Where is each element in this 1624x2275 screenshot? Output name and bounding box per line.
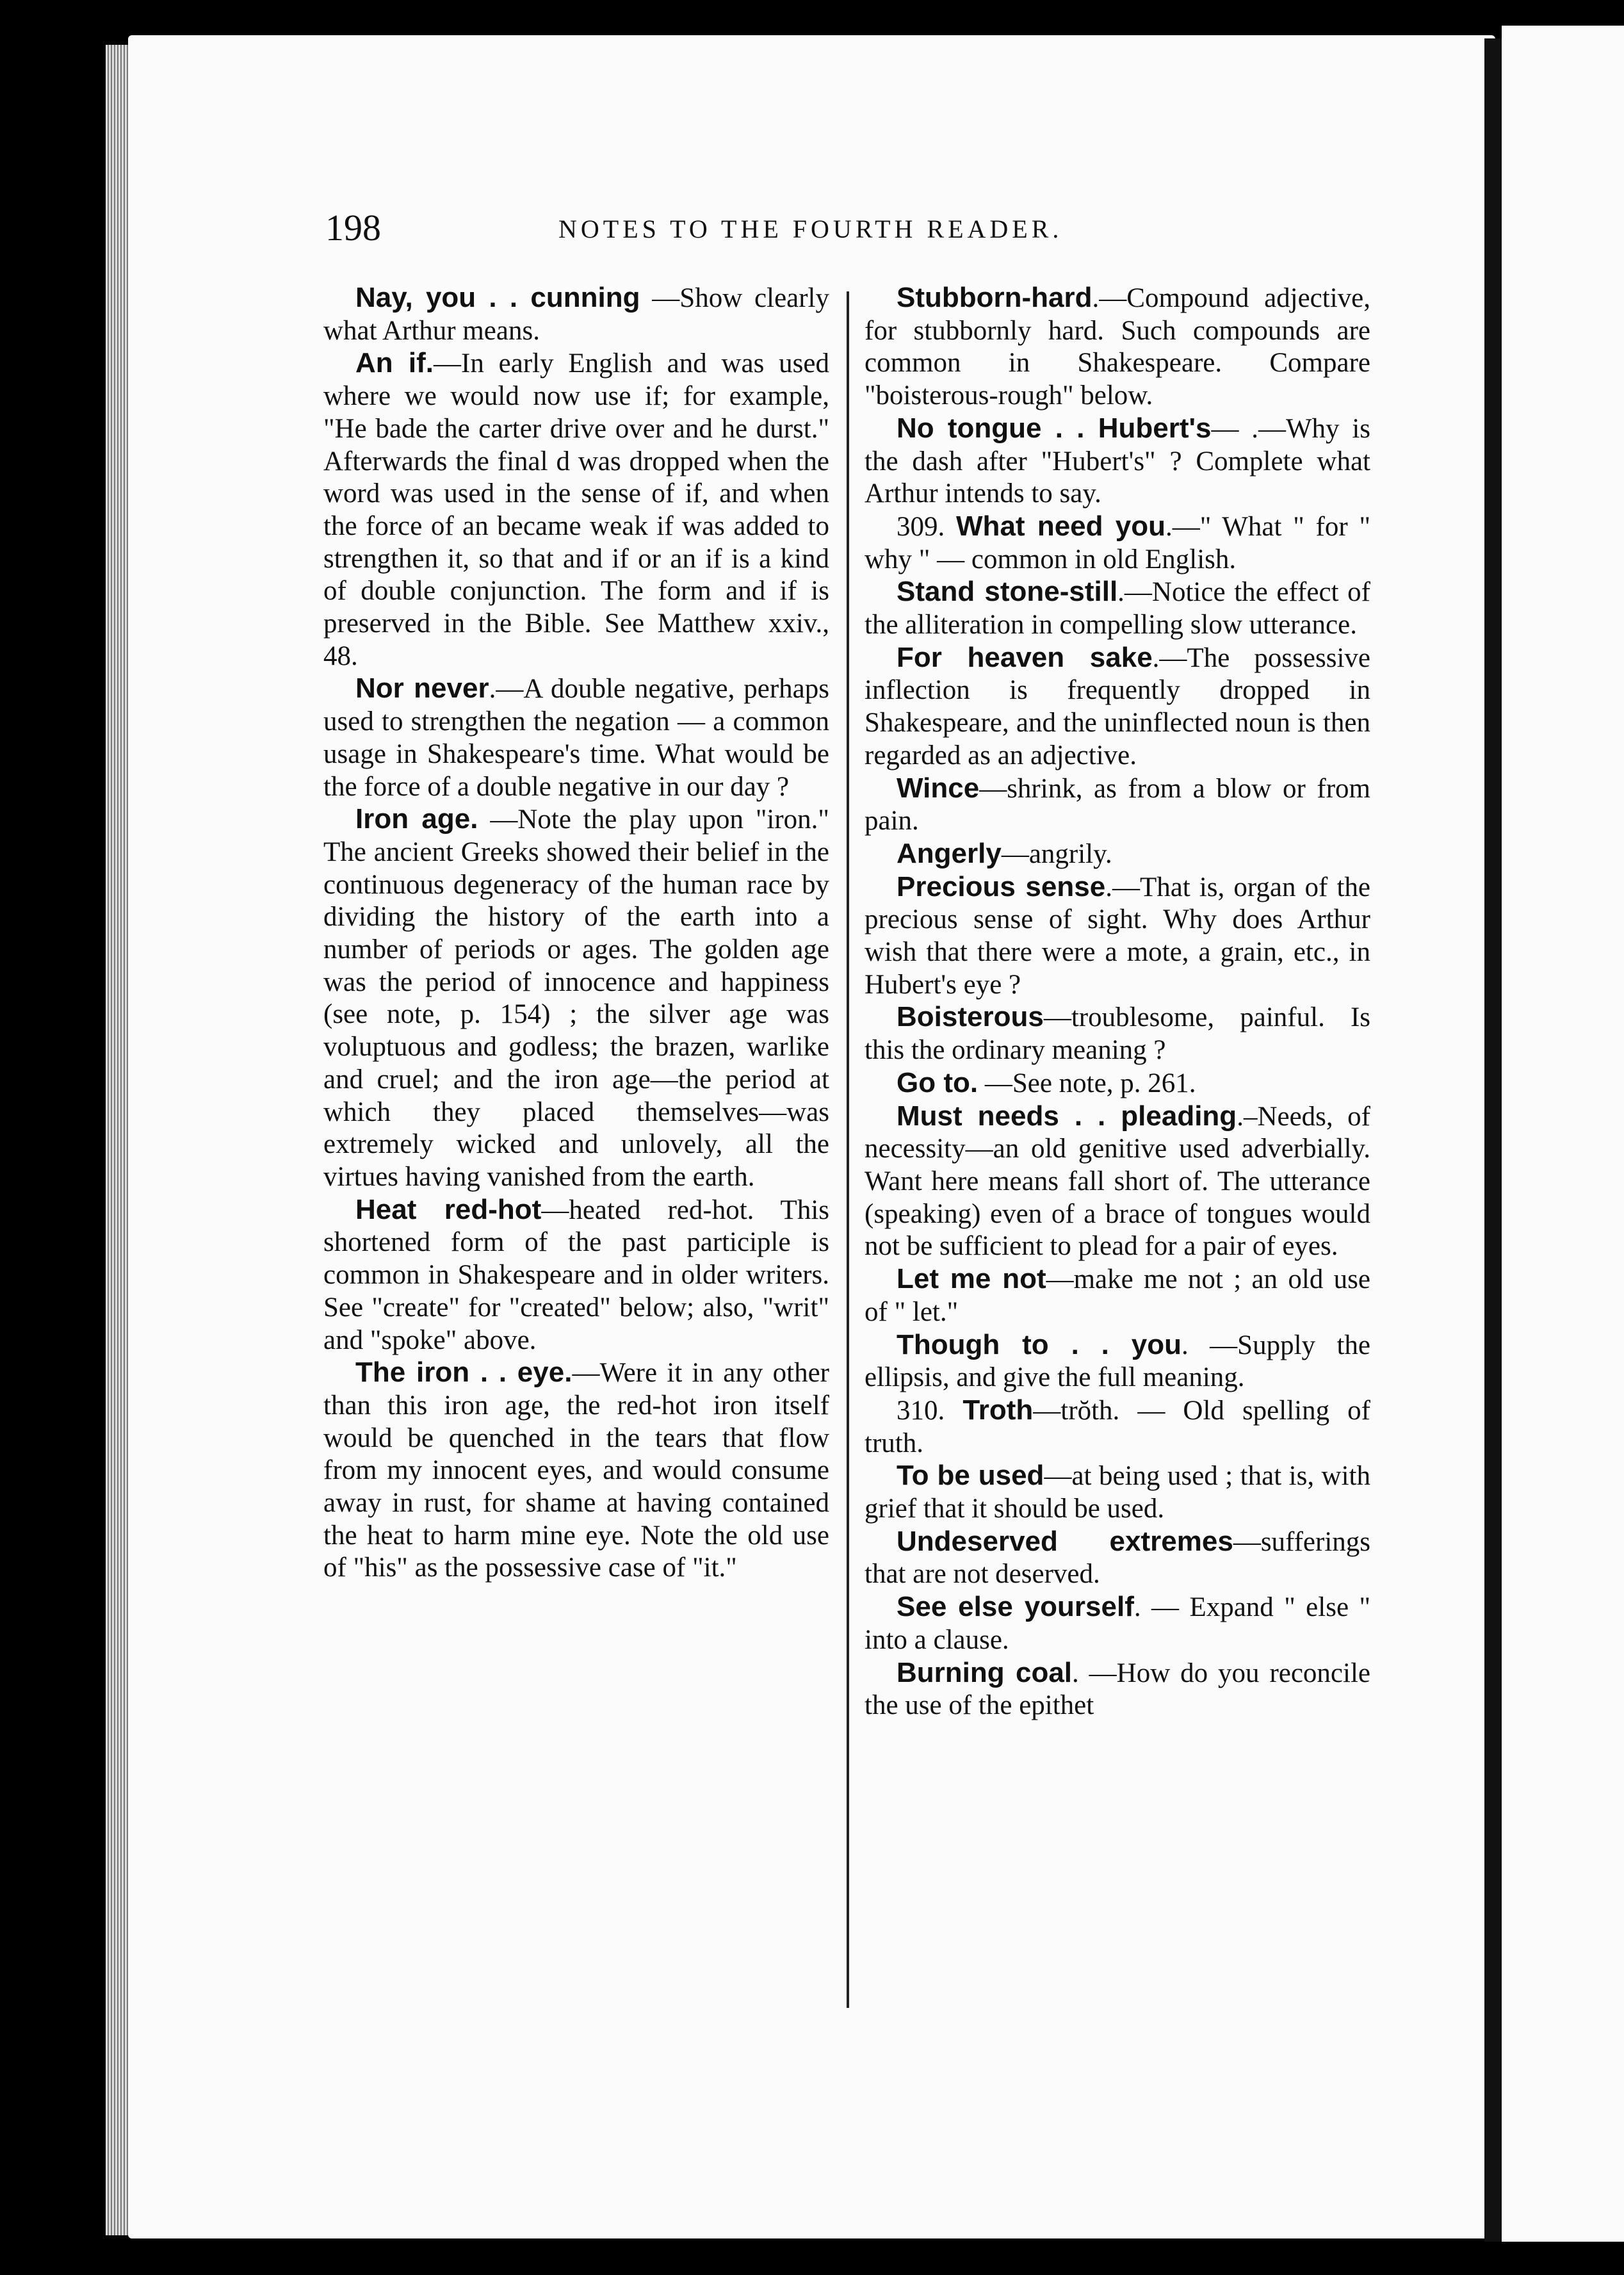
note-text: — .—Why is the dash after "Hubert's" ? Complete what Arthur intends to say.: [865, 413, 1370, 509]
note-text: . — Expand " else " into a clause.: [865, 1592, 1370, 1655]
note-text: —angrily.: [1001, 838, 1112, 869]
note-headword: Nor never: [355, 673, 489, 705]
note-text: —troublesome, painful. Is this the ordinary meaning ?: [865, 1002, 1370, 1066]
note-text: —trŏth. — Old spelling of truth.: [865, 1395, 1370, 1458]
note-entry: [865, 1329, 1370, 1394]
note-text: .—" What " for " why " — common in old English.: [865, 511, 1371, 575]
page-header: [325, 206, 1369, 251]
column-divider: [847, 291, 849, 2008]
note-text: —sufferings that are not deserved.: [865, 1526, 1370, 1590]
note-entry: [865, 838, 1370, 871]
note-entry: [865, 1263, 1370, 1328]
note-headword: Nay, you . . cunning: [355, 282, 640, 313]
note-headword: Precious sense: [897, 870, 1106, 902]
note-text: .—Notice the effect of the alliteration in compelling slow utterance.: [865, 577, 1370, 640]
note-entry: [865, 1067, 1370, 1100]
note-text: . —Supply the ellipsis, and give the full meaning.: [865, 1330, 1370, 1393]
right-column: [865, 282, 1370, 1722]
note-headword: Troth: [962, 1394, 1034, 1426]
note-entry: [865, 282, 1370, 412]
note-entry: [865, 510, 1370, 576]
note-text: —make me not ; an old use of " let.": [865, 1264, 1370, 1327]
note-text: .—A double negative, perhaps used to strengthen the negation — a common usage in Shakespeare's time. What would be the force of a double negative in our day ?: [323, 674, 829, 802]
note-text: —at being used ; that is, with grief that it should be used.: [865, 1461, 1370, 1524]
note-entry: [323, 803, 829, 1193]
facing-page: [1502, 26, 1624, 2242]
note-entry: [323, 1194, 829, 1357]
note-entry: [865, 412, 1370, 510]
page-number: 198: [325, 207, 381, 249]
note-text: .—The possessive inflection is frequently dropped in Shakespeare, and the uninflected noun is then regarded as an adjective.: [865, 642, 1370, 771]
note-headword: Boisterous: [897, 1001, 1044, 1033]
note-entry: [323, 673, 829, 803]
note-text: —Show clearly what Arthur means.: [323, 283, 829, 346]
note-entry: [865, 576, 1370, 641]
note-entry: [865, 1460, 1370, 1525]
note-headword: What need you: [956, 510, 1165, 542]
note-headword: No tongue . . Hubert's: [897, 412, 1212, 444]
note-text: —shrink, as from a blow or from pain.: [865, 773, 1370, 836]
note-headword: Wince: [897, 772, 980, 804]
note-text: —Note the play upon "iron." The ancient Greeks showed their belief in the continuous degeneracy of the human race by dividing the history of the earth into a number of periods or ages. The golden age was the period of innocence and happiness (see note, p. 154) ; the silver age was voluptuous and godless; the brazen, warlike and cruel; and the iron age—the period at which they placed themselves—was extremely wicked and unlovely, all the virtues having vanished from the earth.: [323, 804, 829, 1192]
note-headword: Let me not: [897, 1263, 1046, 1295]
note-headword: Though to . . you: [897, 1328, 1182, 1360]
note-text: —heated red-hot. This shortened form of the past participle is common in Shakespeare and in older writers. See "create" for "created" below; also, "writ" and "spoke" above.: [323, 1195, 830, 1355]
note-entry: [865, 772, 1370, 838]
note-entry: [323, 347, 829, 673]
note-headword: Burning coal: [897, 1656, 1073, 1688]
note-entry: [865, 1001, 1370, 1066]
note-headword: See else yourself: [897, 1591, 1134, 1623]
note-entry: [323, 282, 829, 347]
note-text: .—That is, organ of the precious sense of sight. Why does Arthur wish that there were a mote, a grain, etc., in Hubert's eye ?: [865, 872, 1370, 1000]
note-entry: [865, 1394, 1370, 1460]
note-text: . —How do you reconcile the use of the epithet: [865, 1658, 1370, 1721]
note-headword: An if.: [355, 347, 434, 379]
page-edges: [106, 45, 131, 2235]
running-title: NOTES TO THE FOURTH READER.: [558, 215, 1063, 243]
note-headword: The iron . . eye.: [355, 1357, 572, 1389]
note-headword: Heat red-hot: [355, 1193, 542, 1225]
note-headword: Go to.: [897, 1066, 978, 1098]
line-number: 309.: [897, 511, 957, 542]
note-headword: For heaven sake: [897, 641, 1153, 673]
note-entry: [865, 1657, 1370, 1722]
left-column: [323, 282, 829, 1585]
note-text: .—Compound adjective, for stubbornly hard. Such compounds are common in Shakespeare. Compare "boisterous-rough" below.: [865, 283, 1370, 411]
note-headword: Undeserved extremes: [897, 1525, 1233, 1557]
note-headword: Stubborn-hard: [897, 282, 1092, 313]
note-entry: [865, 1526, 1370, 1591]
note-headword: To be used: [897, 1460, 1044, 1492]
note-text: —Were it in any other than this iron age, the red-hot iron itself would be quenched in the tears that flow from my innocent eyes, and would consume away in rust, for shame at having contained the heat to harm mine eye. Note the old use of "his" as the possessive case of "it.": [323, 1358, 829, 1583]
note-headword: Must needs . . pleading: [897, 1100, 1237, 1132]
note-entry: [865, 1591, 1370, 1656]
note-entry: [323, 1357, 829, 1585]
note-text: .–Needs, of necessity—an old genitive used adverbially. Want here means fall short of. The utterance (speaking) even of a brace of tongues would not be sufficient to plead for a pair of eyes.: [865, 1101, 1370, 1262]
note-text: —In early English and was used where we would now use if; for example, "He bade the carter drive over and he durst." Afterwards the final d was dropped when the word was used in the sense of if, and when the force of an became weak if was added to strengthen it, so that and if or an if is a kind of double conjunction. The form and if is preserved in the Bible. See Matthew xxiv., 48.: [323, 348, 829, 671]
note-headword: Iron age.: [355, 803, 478, 835]
note-text: —See note, p. 261.: [978, 1068, 1196, 1098]
line-number: 310.: [897, 1395, 963, 1426]
note-headword: Angerly: [897, 837, 1002, 869]
note-entry: [865, 1100, 1370, 1264]
note-entry: [865, 871, 1370, 1002]
note-headword: Stand stone-still: [897, 576, 1118, 608]
note-entry: [865, 642, 1370, 772]
